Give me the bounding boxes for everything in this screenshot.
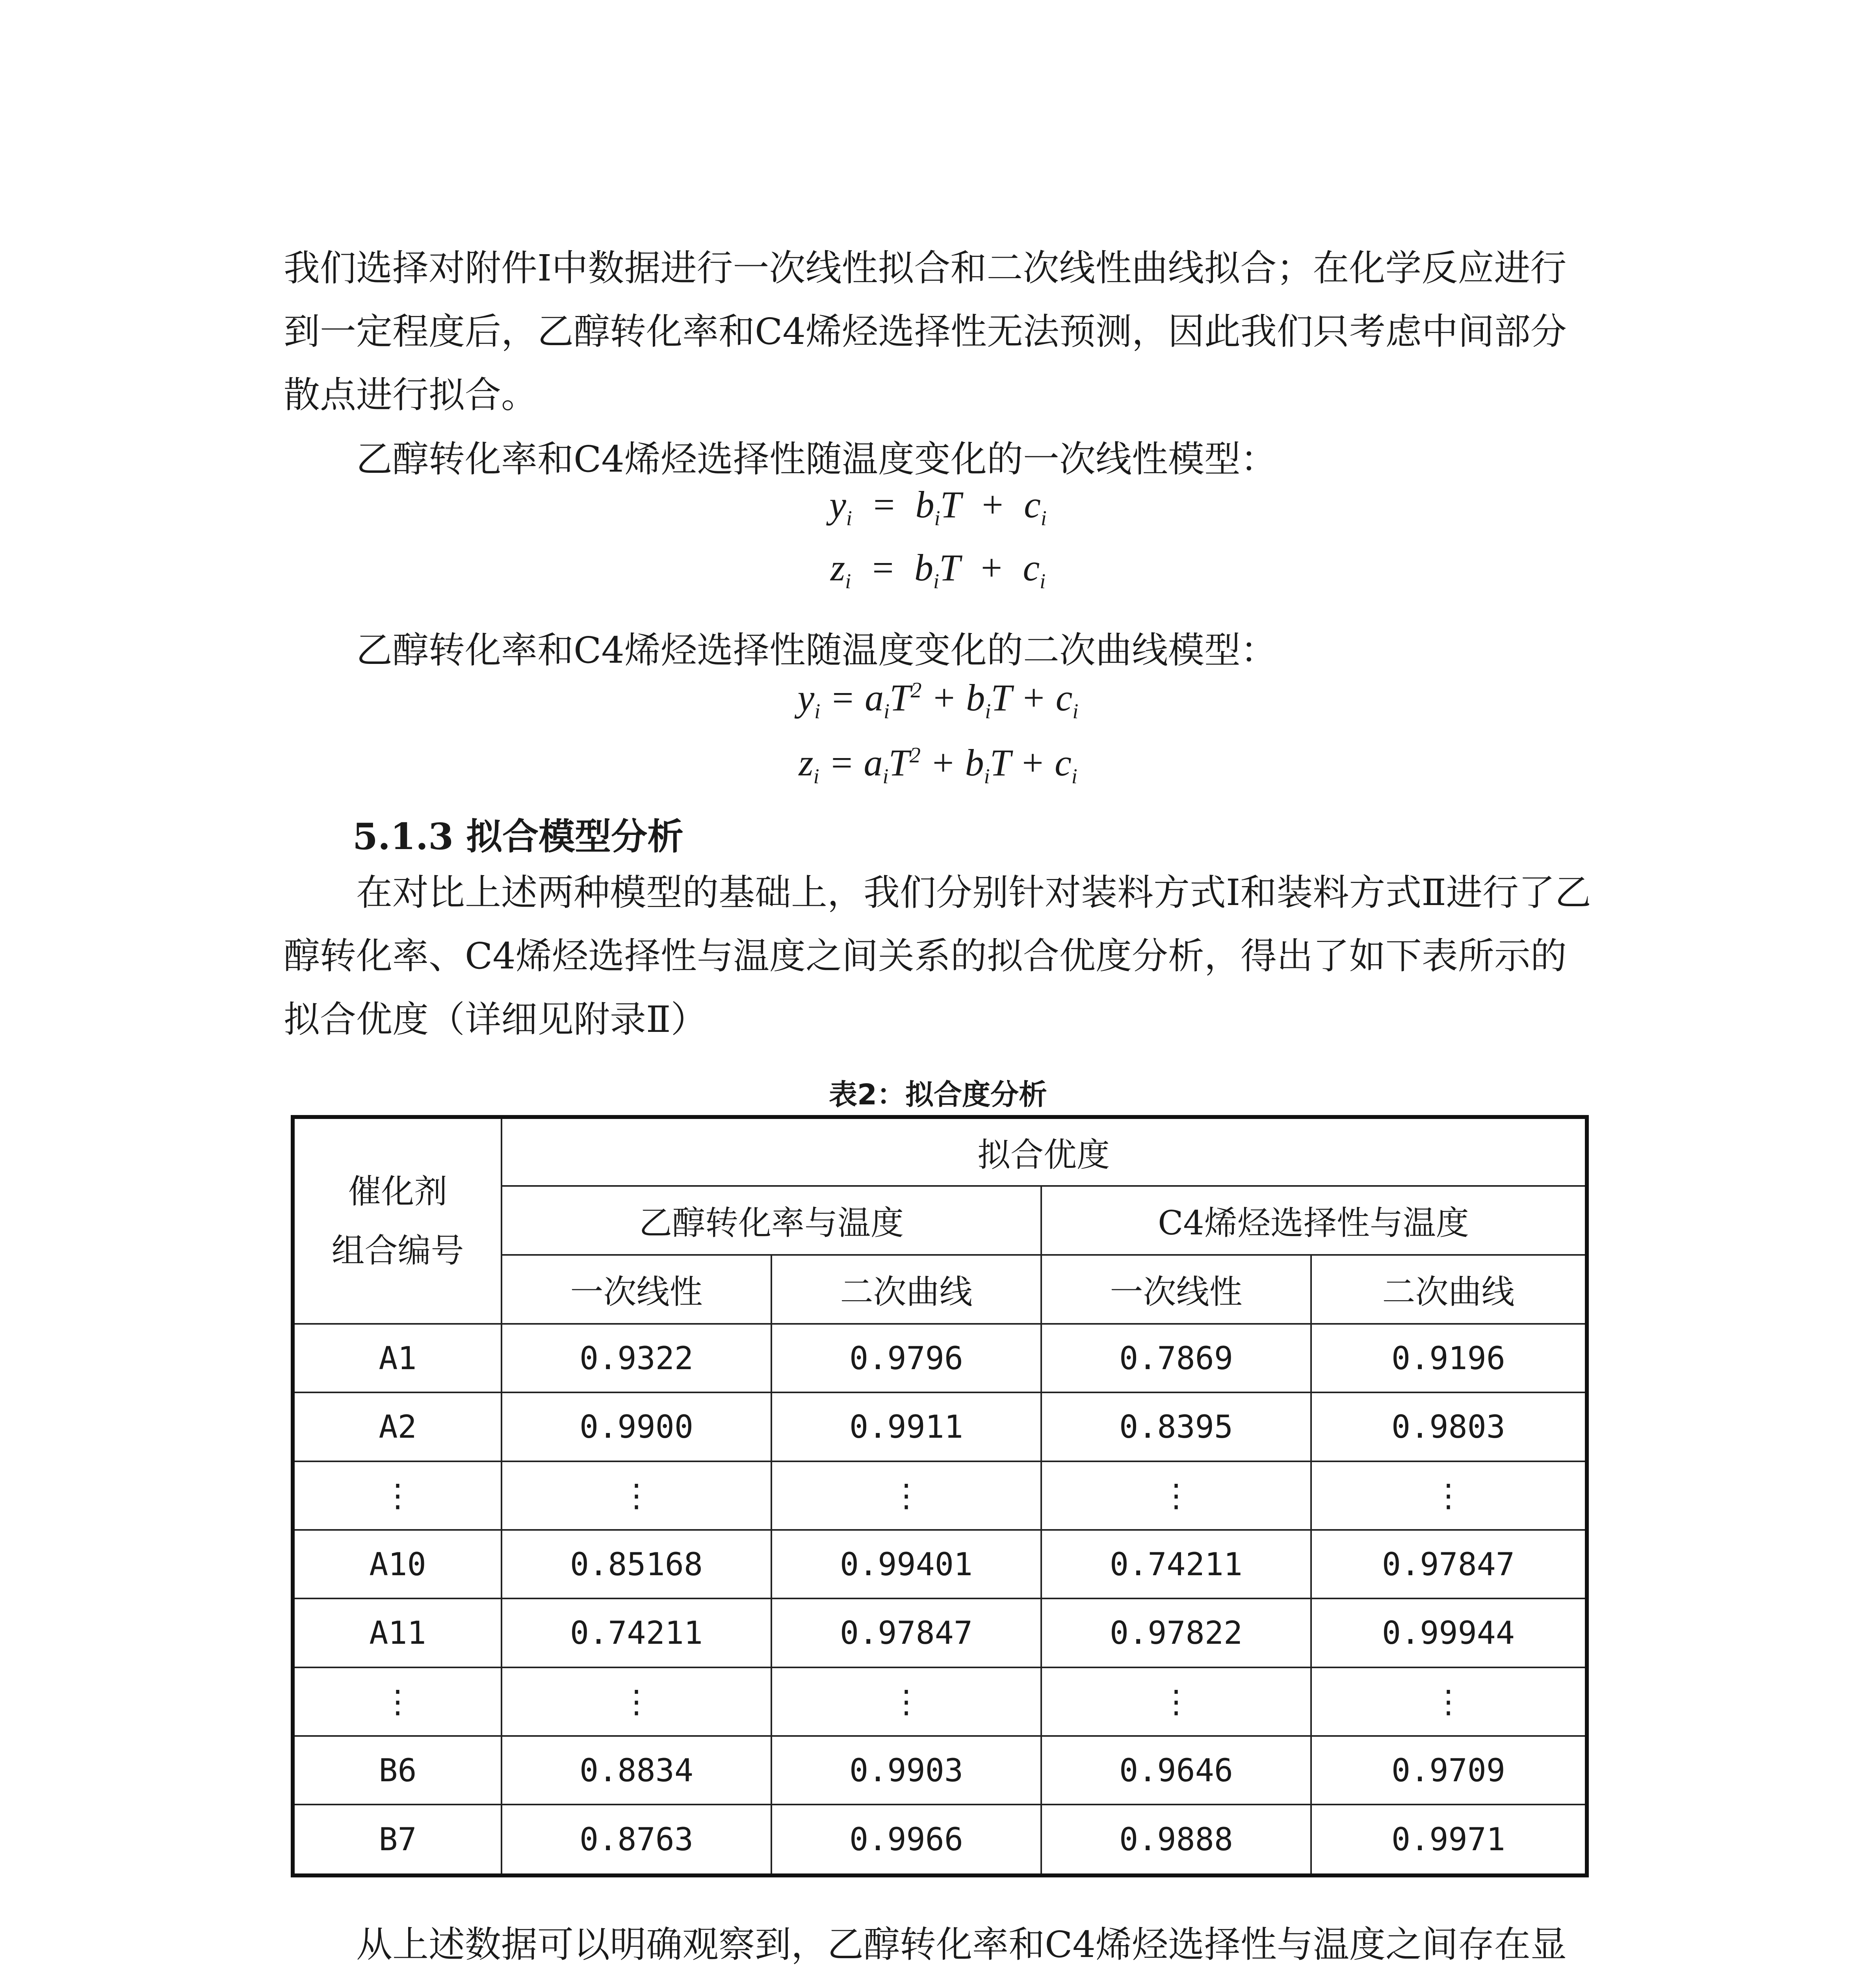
row-id: A10 <box>293 1530 502 1598</box>
paragraph-conclusion: 从上述数据可以明确观察到，乙醇转化率和C4烯烃选择性与温度之间存在显 <box>356 1924 1567 1966</box>
row-id: A2 <box>293 1392 502 1461</box>
table-caption: 表2：拟合度分析 <box>828 1078 1048 1111</box>
row-id: A11 <box>293 1598 502 1667</box>
cell-value: 0.74211 <box>502 1598 771 1667</box>
cell-value: 0.8763 <box>502 1805 771 1875</box>
col-group-c4: C4烯烃选择性与温度 <box>1041 1186 1587 1255</box>
row-header-line2: 组合编号 <box>331 1231 464 1270</box>
table-row <box>293 1736 1587 1805</box>
subheader-linear: 一次线性 <box>502 1255 771 1324</box>
cell-value: ⋮ <box>771 1667 1041 1736</box>
subheader-quad: 二次曲线 <box>771 1255 1041 1324</box>
table-row <box>293 1461 1587 1530</box>
table-row <box>293 1324 1587 1392</box>
subheader-linear: 一次线性 <box>1041 1255 1311 1324</box>
paragraph-quad-intro: 乙醇转化率和C4烯烃选择性随温度变化的二次曲线模型： <box>356 629 1277 671</box>
col-group-ethanol: 乙醇转化率与温度 <box>502 1186 1041 1255</box>
cell-value: 0.9322 <box>502 1324 771 1392</box>
row-id: B7 <box>293 1805 502 1875</box>
table-row <box>293 1667 1587 1736</box>
cell-value: 0.74211 <box>1041 1530 1311 1598</box>
cell-value: 0.9900 <box>502 1392 771 1461</box>
cell-value: 0.7869 <box>1041 1324 1311 1392</box>
cell-value: 0.85168 <box>502 1530 771 1598</box>
equation-quad-z: $z_i = a_iT^2 + b_iT + c_i$ <box>799 742 1077 788</box>
cell-value: ⋮ <box>502 1667 771 1736</box>
equation-quad-y: $y_i = a_iT^2 + b_iT + c_i$ <box>797 676 1079 723</box>
cell-value: 0.9903 <box>771 1736 1041 1805</box>
cell-value: 0.97847 <box>771 1598 1041 1667</box>
paragraph-analysis: 在对比上述两种模型的基础上，我们分别针对装料方式Ⅰ和装料方式Ⅱ进行了乙醇转化率、C4烯烃选择性与温度之间关系的拟合优度分析，得出了如下表所示的拟合优度（详细见附录Ⅱ） <box>284 872 1591 1041</box>
cell-value: 0.97847 <box>1311 1530 1587 1598</box>
subheader-quad: 二次曲线 <box>1311 1255 1587 1324</box>
cell-value: ⋮ <box>771 1461 1041 1530</box>
equation-linear-y: $y_i = b_iT + c_i$ <box>829 483 1047 530</box>
cell-value: 0.9911 <box>771 1392 1041 1461</box>
paragraph-linear-intro: 乙醇转化率和C4烯烃选择性随温度变化的一次线性模型： <box>356 438 1277 480</box>
cell-value: 0.99401 <box>771 1530 1041 1598</box>
cell-value: 0.9971 <box>1311 1805 1587 1875</box>
cell-value: ⋮ <box>1311 1461 1587 1530</box>
cell-value: ⋮ <box>1311 1667 1587 1736</box>
cell-value: ⋮ <box>502 1461 771 1530</box>
table-row <box>293 1598 1587 1667</box>
row-id: ⋮ <box>293 1461 502 1530</box>
fit-table <box>291 1115 1589 1877</box>
cell-value: 0.9796 <box>771 1324 1041 1392</box>
cell-value: 0.8834 <box>502 1736 771 1805</box>
row-header-cell <box>293 1117 502 1324</box>
cell-value: 0.9646 <box>1041 1736 1311 1805</box>
table-row <box>293 1392 1587 1461</box>
paragraph-intro: 我们选择对附件Ⅰ中数据进行一次线性拟合和二次线性曲线拟合；在化学反应进行到一定程度后，乙醇转化率和C4烯烃选择性无法预测，因此我们只考虑中间部分散点进行拟合。 <box>284 247 1567 416</box>
row-id: B6 <box>293 1736 502 1805</box>
group-header: 拟合优度 <box>502 1117 1587 1186</box>
cell-value: 0.9709 <box>1311 1736 1587 1805</box>
section-heading-513: 5.1.3 拟合模型分析 <box>353 815 684 858</box>
cell-value: 0.9966 <box>771 1805 1041 1875</box>
cell-value: ⋮ <box>1041 1667 1311 1736</box>
cell-value: ⋮ <box>1041 1461 1311 1530</box>
cell-value: 0.97822 <box>1041 1598 1311 1667</box>
table-row <box>293 1805 1587 1875</box>
row-id: A1 <box>293 1324 502 1392</box>
row-header-line1: 催化剂 <box>348 1172 448 1211</box>
cell-value: 0.9196 <box>1311 1324 1587 1392</box>
cell-value: 0.8395 <box>1041 1392 1311 1461</box>
cell-value: 0.9803 <box>1311 1392 1587 1461</box>
cell-value: 0.99944 <box>1311 1598 1587 1667</box>
cell-value: 0.9888 <box>1041 1805 1311 1875</box>
row-id: ⋮ <box>293 1667 502 1736</box>
table-row <box>293 1530 1587 1598</box>
equation-linear-z: $z_i = b_iT + c_i$ <box>830 546 1046 593</box>
